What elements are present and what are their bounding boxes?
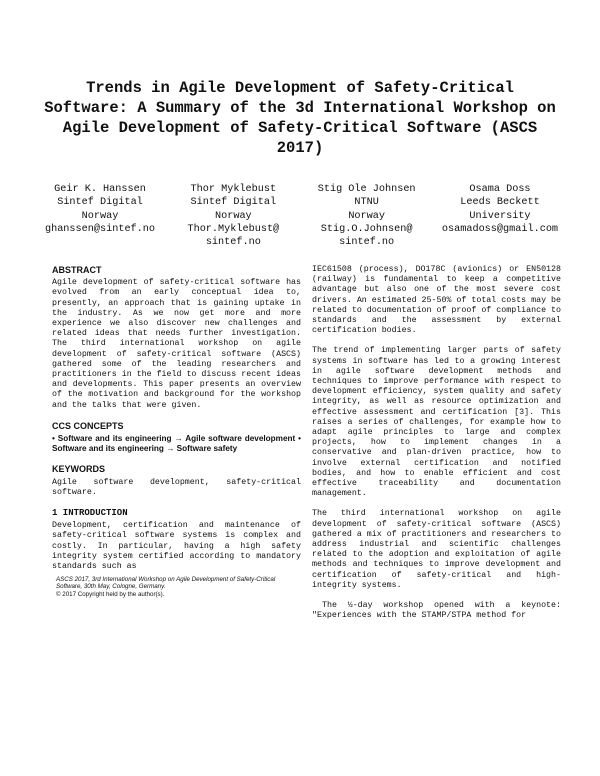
- author-country: Norway: [348, 210, 385, 222]
- abstract-heading: ABSTRACT: [52, 265, 102, 275]
- author-email: Thor.Myklebust@ sintef.no: [187, 223, 280, 249]
- abstract-text: Agile development of safety-critical software has evolved from an early conceptual idea to, presently, an approach that is gaining uptake in the industry. As we now get more and more experience we also discover new challenges and related ideas that needs further investigation. The third international workshop on agile development of safety-critical software (ASCS) gathered some of the leading researchers and practitioners in the field to discuss recent ideas and developments. This paper presents an overview of the motivation and background for the workshop and the talks that were given.: [52, 278, 301, 410]
- author-block: [173, 183, 293, 249]
- keywords-heading: KEYWORDS: [52, 464, 106, 475]
- paragraph: The trend of implementing larger parts of safety systems in software has led to a growing interest in agile software development methods and techniques to improve performance with respect to development efficiency, system quality and safety integrity, as well as resource optimization and effective assessment and certification [3]. This raises a series of challenges, for example how to adapt agile principles to large and complex projects, how to implement changes in a conservative and plan-driven practice, how to involve external certification and notified bodies, and how to enable efficient and cost effective traceability and documentation management.: [312, 346, 561, 499]
- paragraph: IEC61508 (process), DO178C (avionics) or EN50128 (railway) is fundamental to keep a competitive advantage but also one of the most severe cost drivers. An estimated 25-50% of total costs may be related to documentation of proof of compliance to standards and the assessment by external certification bodies.: [312, 265, 561, 336]
- introduction-heading: 1 INTRODUCTION: [52, 508, 128, 519]
- author-affiliation: NTNU: [354, 197, 379, 209]
- paragraph: The ½-day workshop opened with a keynote: "Experiences with the STAMP/STPA method for: [312, 601, 561, 621]
- author-country: Norway: [81, 210, 119, 222]
- author-block: [440, 183, 560, 249]
- author-name: Osama Doss: [469, 184, 531, 195]
- paragraph: The third international workshop on agile development of safety-critical software (ASCS) gathered a mix of practitioners and researchers to address industrial and scientific challenges related to the adoption and exploitation of agile methods and techniques to improve development and certification of safety-critical and high-integrity systems.: [312, 509, 561, 590]
- ccs-text: • Software and its engineering → Agile software development • Software and its engineering → Software safety: [52, 434, 301, 454]
- paper-title: Trends in Agile Development of Safety-Critical Software: A Summary of the 3d International Workshop on Agile Development of Safety-Critical Software (ASCS 2017): [44, 79, 556, 157]
- footnote: [52, 576, 301, 598]
- author-country: Norway: [214, 210, 252, 222]
- author-list: [40, 183, 560, 249]
- left-column: [52, 265, 301, 598]
- author-affiliation: Leeds Beckett University: [460, 197, 540, 222]
- keywords-text: Agile software development, safety-critical software.: [52, 477, 301, 497]
- author-block: [40, 183, 160, 249]
- author-block: [307, 183, 427, 249]
- footnote-copyright: © 2017 Copyright held by the author(s).: [56, 590, 165, 598]
- author-name: Thor Myklebust: [190, 184, 277, 195]
- introduction-text: Development, certification and maintenance of safety-critical software systems is complex and costly. In particular, having a high safety integrity system certified according to mandatory standards such as: [52, 521, 301, 572]
- right-column: [312, 265, 561, 632]
- author-affiliation: Sintef Digital: [57, 197, 143, 209]
- author-email: Stig.O.Johnsen@ sintef.no: [320, 223, 413, 249]
- ccs-heading: CCS CONCEPTS: [52, 420, 124, 431]
- author-name: Stig Ole Johnsen: [317, 184, 416, 195]
- author-affiliation: Sintef Digital: [190, 197, 277, 209]
- author-email: osamadoss@gmail.com: [441, 223, 559, 235]
- author-name: Geir K. Hanssen: [54, 184, 146, 195]
- author-email: ghanssen@sintef.no: [44, 223, 156, 235]
- footnote-conference: ASCS 2017, 3rd International Workshop on Agile Development of Safety-Critical Software, 30th May, Cologne, Germany.: [56, 576, 276, 591]
